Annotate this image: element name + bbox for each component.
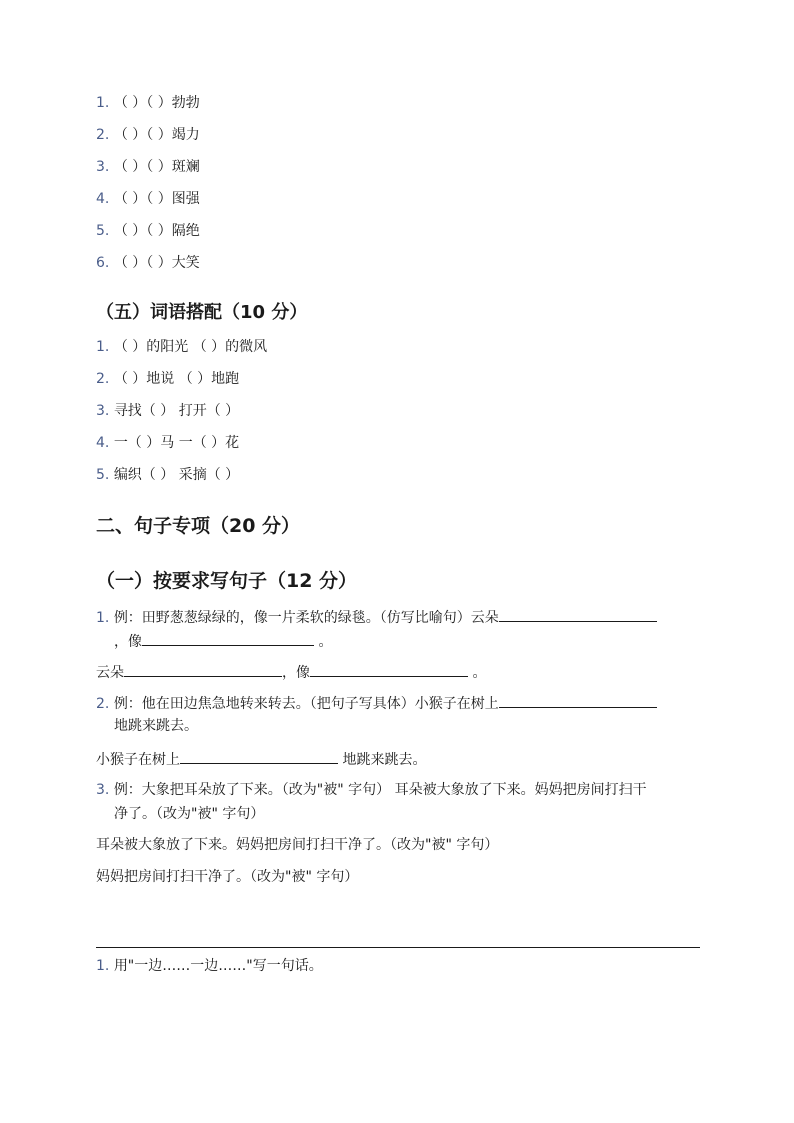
answer-rule[interactable]	[96, 947, 700, 948]
answer-prefix: 小猴子在树上	[96, 752, 180, 768]
question-3	[96, 781, 647, 799]
item-number: 2.	[96, 696, 110, 712]
list-item	[96, 466, 239, 484]
item-number: 1.	[96, 339, 110, 355]
list-item	[96, 338, 267, 356]
question-text: 净了。（改为"被" 字句）	[114, 806, 265, 822]
question-text: 用"一边……一边……"写一句话。	[113, 958, 323, 974]
section-heading: （五）词语搭配（10 分）	[96, 302, 308, 323]
item-number: 2.	[96, 371, 110, 387]
item-number: 3.	[96, 159, 110, 175]
item-number: 3.	[96, 782, 110, 798]
list-item	[96, 94, 200, 112]
answer-blank[interactable]	[499, 607, 657, 622]
question-3-cont	[114, 805, 264, 823]
item-text: （ ）（ ）大笑	[113, 255, 200, 271]
list-item	[96, 190, 200, 208]
answer-blank[interactable]	[499, 693, 657, 708]
answer-blank[interactable]	[124, 662, 282, 677]
item-number: 1.	[96, 610, 110, 626]
list-item	[96, 126, 200, 144]
question-text: ，像	[114, 634, 142, 650]
item-number: 4.	[96, 191, 110, 207]
question-2	[96, 693, 657, 713]
answer-blank[interactable]	[310, 662, 468, 677]
list-item	[96, 254, 200, 272]
question-text: 例：他在田边焦急地转来转去。（把句子写具体）小猴子在树上	[113, 696, 499, 712]
item-text: （ ）（ ）勃勃	[113, 95, 200, 111]
answer-line	[96, 662, 486, 682]
answer-suffix: 。	[472, 665, 487, 681]
question-text: 。	[318, 634, 333, 650]
part-heading: 二、句子专项（20 分）	[96, 515, 301, 537]
answer-blank[interactable]	[180, 749, 338, 764]
question-1	[96, 607, 657, 627]
question-1-cont	[114, 631, 332, 651]
list-item	[96, 222, 200, 240]
footer-question	[96, 957, 323, 975]
question-2-cont	[114, 717, 198, 735]
item-number: 2.	[96, 127, 110, 143]
item-text: 一（ ）马 一（ ）花	[113, 435, 240, 451]
item-number: 1.	[96, 95, 110, 111]
item-number: 1.	[96, 958, 110, 974]
item-text: （ ）（ ）图强	[113, 191, 200, 207]
item-text: （ ）地说 （ ）地跑	[113, 371, 240, 387]
item-number: 5.	[96, 467, 110, 483]
question-text: 例：田野葱葱绿绿的，像一片柔软的绿毯。（仿写比喻句）云朵	[113, 610, 499, 626]
question-text: 例：大象把耳朵放了下来。（改为"被" 字句） 耳朵被大象放了下来。妈妈把房间打扫干	[113, 782, 647, 798]
answer-line	[96, 749, 426, 769]
list-item	[96, 370, 239, 388]
item-text: （ ）的阳光 （ ）的微风	[113, 339, 268, 355]
answer-blank[interactable]	[142, 631, 314, 646]
subsection-heading: （一）按要求写句子（12 分）	[96, 570, 358, 592]
item-text: 编织（ ） 采摘（ ）	[113, 467, 240, 483]
paragraph-line: 妈妈把房间打扫干净了。（改为"被" 字句）	[96, 869, 359, 885]
item-text: 寻找（ ） 打开（ ）	[113, 403, 240, 419]
answer-prefix: 云朵	[96, 665, 124, 681]
list-item	[96, 158, 200, 176]
question-text: 地跳来跳去。	[114, 718, 198, 734]
list-item	[96, 434, 239, 452]
item-number: 4.	[96, 435, 110, 451]
paragraph-line: 耳朵被大象放了下来。妈妈把房间打扫干净了。（改为"被" 字句）	[96, 837, 499, 853]
answer-suffix: 地跳来跳去。	[342, 752, 427, 768]
item-text: （ ）（ ）竭力	[113, 127, 200, 143]
item-text: （ ）（ ）斑斓	[113, 159, 200, 175]
item-number: 6.	[96, 255, 110, 271]
item-number: 3.	[96, 403, 110, 419]
item-number: 5.	[96, 223, 110, 239]
item-text: （ ）（ ）隔绝	[113, 223, 200, 239]
answer-prefix: ，像	[282, 665, 310, 681]
list-item	[96, 402, 239, 420]
